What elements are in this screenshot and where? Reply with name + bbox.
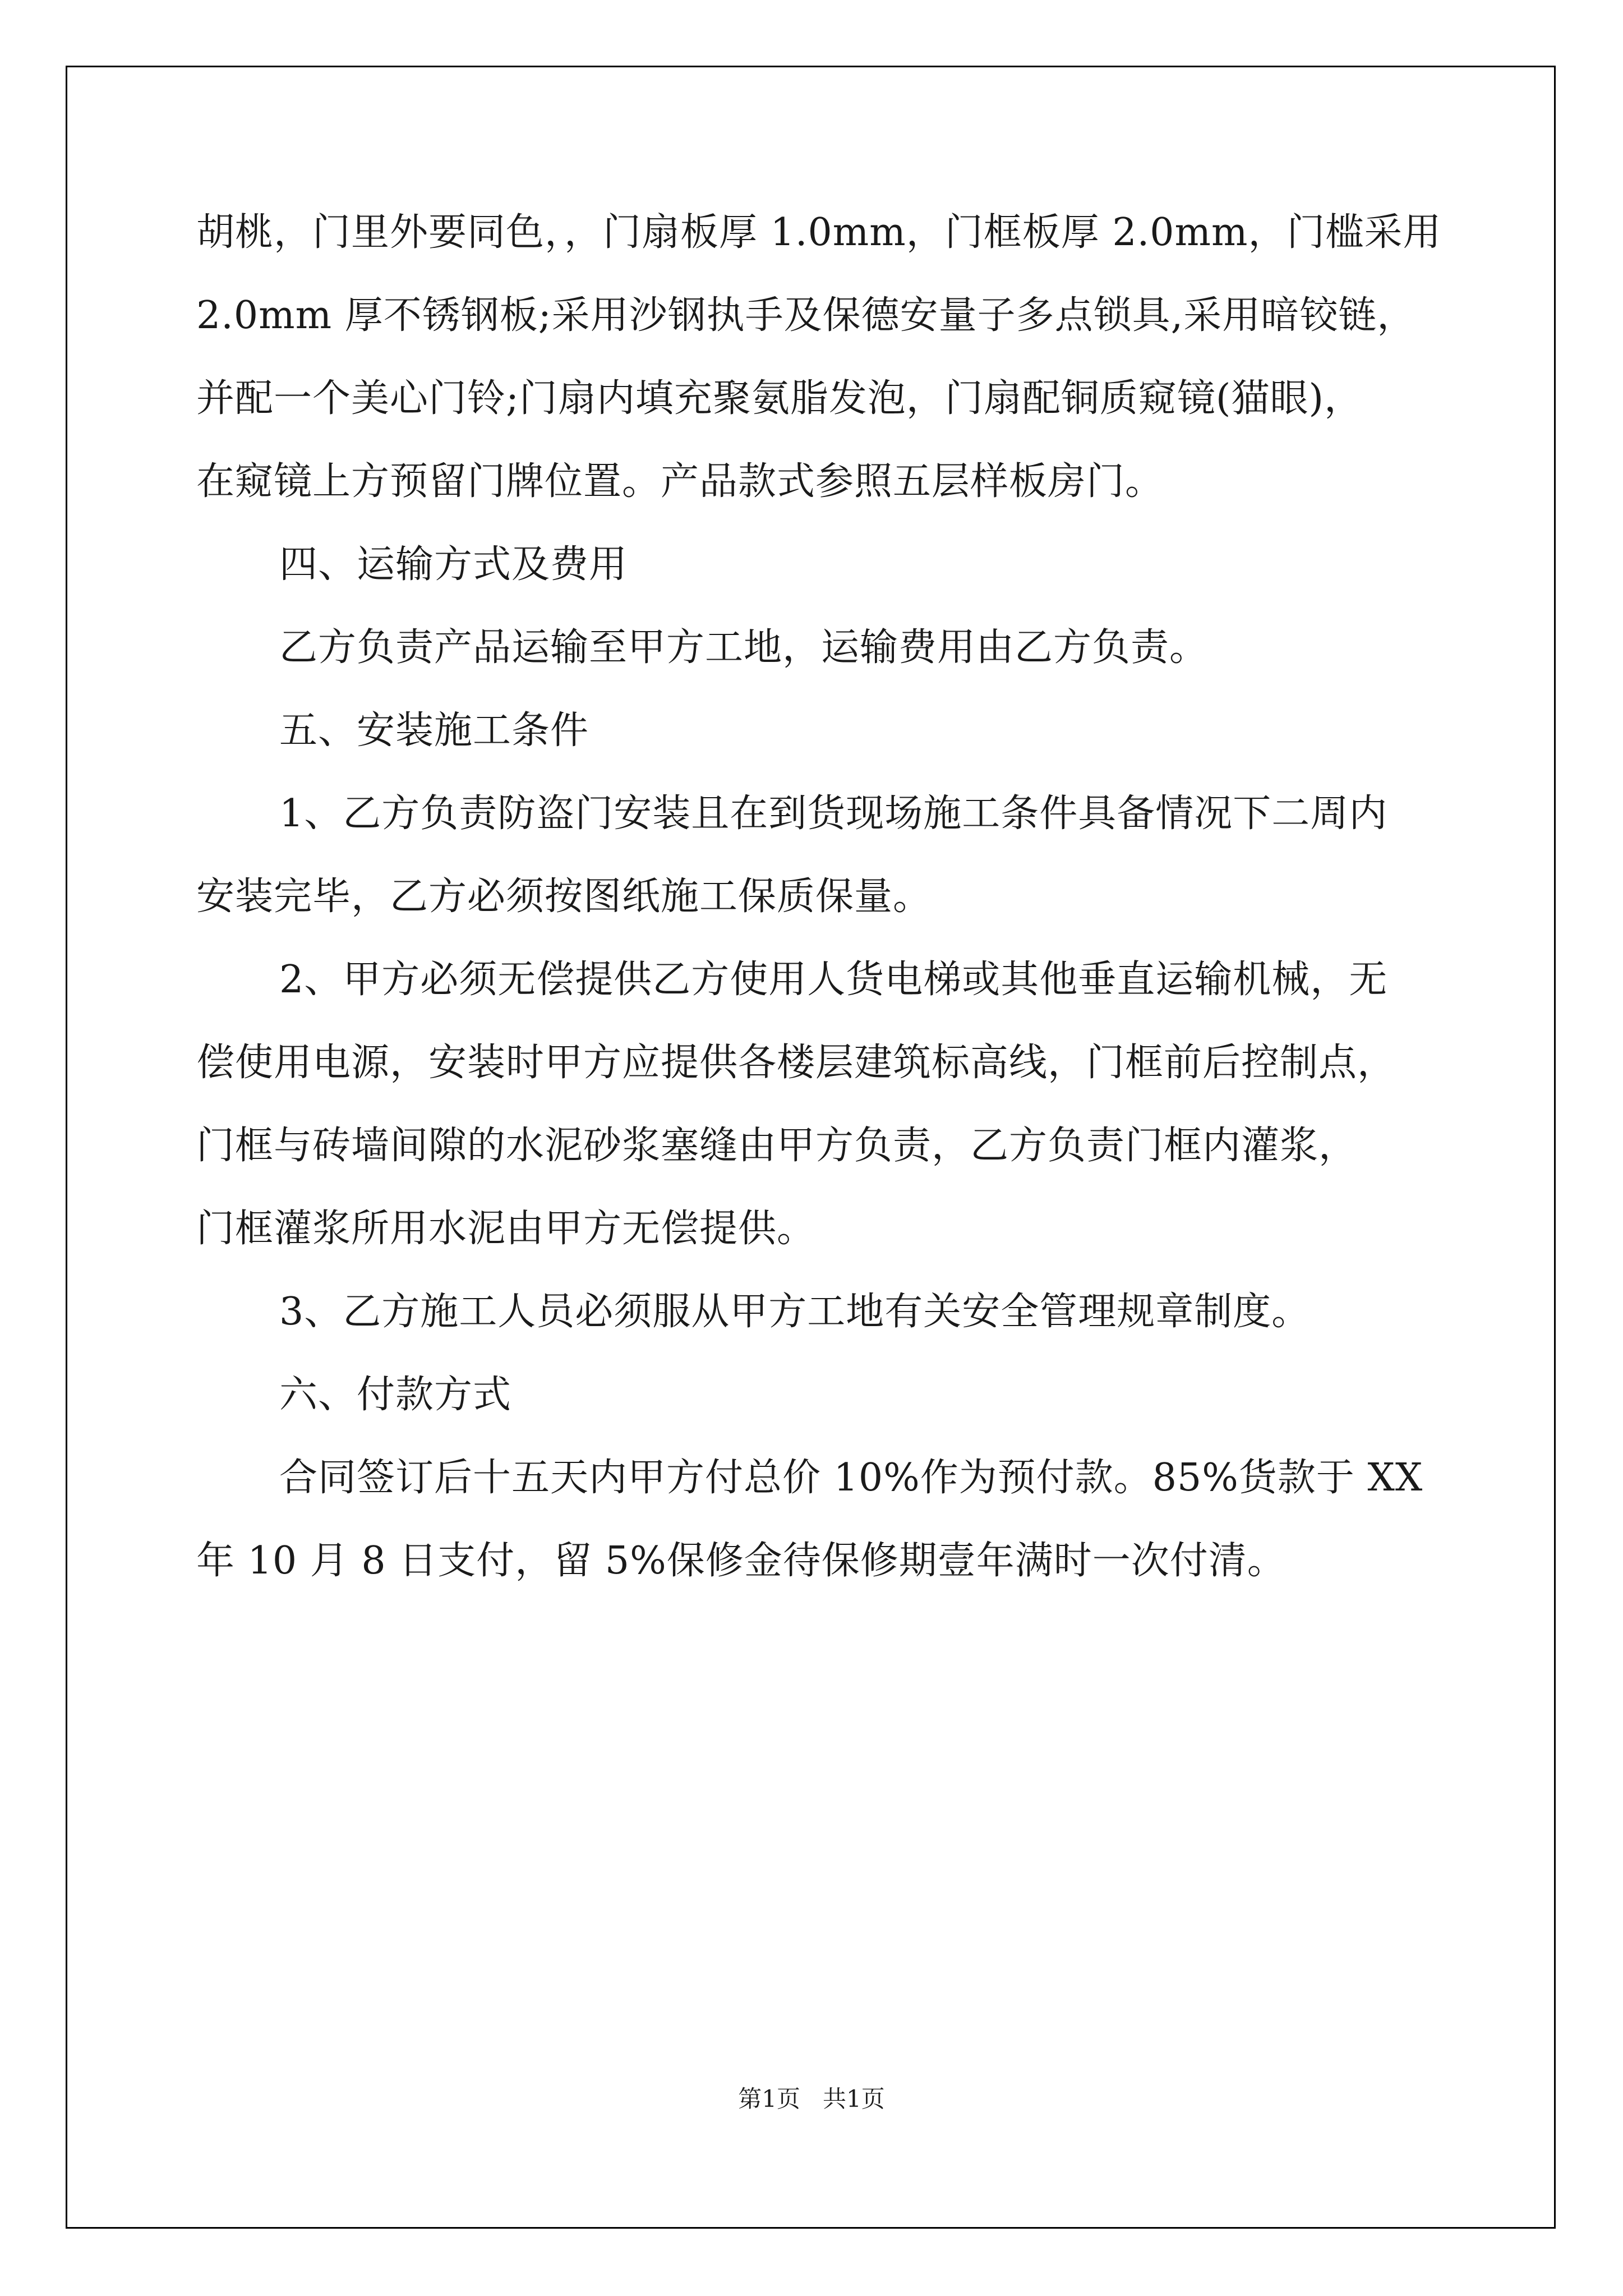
paragraph-line: 乙方负责产品运输至甲方工地，运输费用由乙方负责。 [279,625,1209,670]
section-heading: 六、付款方式 [279,1373,512,1417]
paragraph-line: 并配一个美心门铃;门扇内填充聚氨脂发泡，门扇配铜质窥镜(猫眼)， [196,376,1363,421]
paragraph-line: 胡桃，门里外要同色，，门扇板厚 1.0mm，门框板厚 2.0mm，门槛采用 [196,210,1442,255]
paragraph-line: 合同签订后十五天内甲方付总价 10%作为预付款。85%货款于 XX [279,1456,1423,1500]
paragraph-line: 1、乙方负责防盗门安装且在到货现场施工条件具备情况下二周内 [279,792,1388,836]
paragraph-line: 年 10 月 8 日支付，留 5%保修金待保修期壹年满时一次付清。 [196,1539,1286,1583]
paragraph-line: 在窥镜上方预留门牌位置。产品款式参照五层样板房门。 [196,459,1164,504]
paragraph-line: 2、甲方必须无偿提供乙方使用人货电梯或其他垂直运输机械，无 [279,958,1388,1002]
paragraph-line: 门框灌浆所用水泥由甲方无偿提供。 [196,1207,816,1251]
section-heading: 四、运输方式及费用 [279,542,628,587]
section-heading: 五、安装施工条件 [279,708,589,753]
paragraph-line: 2.0mm 厚不锈钢板;采用沙钢执手及保德安量子多点锁具,采用暗铰链， [196,293,1416,338]
paragraph-line: 门框与砖墙间隙的水泥砂浆塞缝由甲方负责，乙方负责门框内灌浆， [196,1124,1358,1168]
page-number-footer: 第1页 共1页 [738,2085,885,2113]
paragraph-line: 安装完毕，乙方必须按图纸施工保质保量。 [196,875,932,919]
paragraph-line: 3、乙方施工人员必须服从甲方工地有关安全管理规章制度。 [279,1290,1311,1334]
paragraph-line: 偿使用电源，安装时甲方应提供各楼层建筑标高线，门框前后控制点， [196,1041,1396,1085]
